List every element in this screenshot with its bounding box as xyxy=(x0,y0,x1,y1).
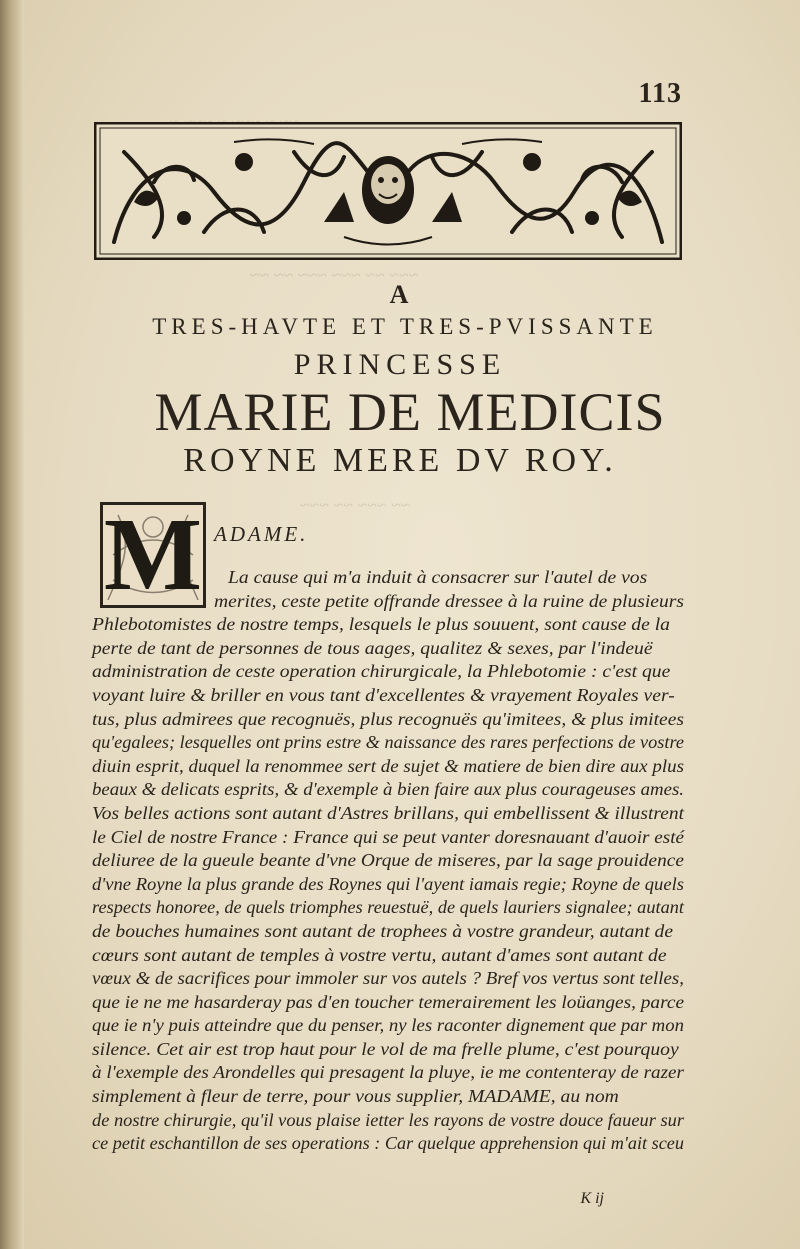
binding-gutter xyxy=(0,0,24,1249)
page-number: 113 xyxy=(638,78,682,109)
body-line: vœux & de sacrifices pour immoler sur vos autels ? Bref vos vertus sont telles, xyxy=(92,968,685,989)
title-dedication-a: A xyxy=(389,280,411,309)
title-line-4: ROYNE MERE DV ROY. xyxy=(183,442,617,479)
body-line: administration de ceste operation chirurgicale, la Phlebotomie : c'est que xyxy=(92,661,671,682)
signature-mark: K ij xyxy=(580,1190,604,1207)
body-line: d'vne Royne la plus grande des Roynes qui l'ayent iamais regie; Royne de quels xyxy=(92,873,684,894)
title-line-3: MARIE DE MEDICIS xyxy=(154,382,666,442)
bleed-through: ~~~ ~~ ~~~ ~~~ ~~ ~~ xyxy=(250,265,419,285)
body-line: simplement à fleur de terre, pour vous supplier, MADAME, au nom xyxy=(92,1086,619,1107)
title-line-2: PRINCESSE xyxy=(293,348,507,381)
body-line: diuin esprit, duquel la renommee sert de sujet & matiere de bien dire aux plus xyxy=(92,755,684,776)
bleed-through: ~~ ~~~ ~~ ~~~ xyxy=(300,495,411,515)
body-line: de bouches humaines sont autant de trophees à vostre grandeur, autant de xyxy=(92,920,674,941)
body-line: respects honoree, de quels triomphes reuestuë, de quels lauriers signalee; autant xyxy=(92,897,684,918)
body-line: tus, plus admirees que recognuës, plus recognuës qu'imitees, & plus imitees xyxy=(92,708,685,729)
body-line: La cause qui m'a induit à consacrer sur l'autel de vos xyxy=(228,567,648,587)
body-line: merites, ceste petite offrande dressee à la ruine de plusieurs xyxy=(214,590,685,611)
body-line: qu'egalees; lesquelles ont prins estre & naissance des rares perfections de vostre xyxy=(92,732,684,753)
body-line: voyant luire & briller en vous tant d'excellentes & vrayement Royales ver- xyxy=(92,684,675,705)
body-line: ce petit eschantillon de ses operations : Car quelque apprehension qui m'ait sceu xyxy=(92,1133,684,1154)
body-line: que ie n'y puis atteindre que du penser, ny les raconter dignement que par mon xyxy=(92,1015,684,1036)
ornamental-headpiece-icon xyxy=(94,122,682,260)
title-line-1: TRES-HAVTE ET TRES-PVISSANTE xyxy=(152,314,658,339)
body-line: que ie ne me hasarderay pas d'en toucher temerairement les loüanges, parce xyxy=(92,991,685,1012)
body-line: à l'exemple des Arondelles qui presagent la pluye, ie me contenteray de razer xyxy=(92,1062,684,1083)
body-line: beaux & delicats esprits, & d'exemple à bien faire aux plus courageuses ames. xyxy=(92,779,685,800)
salutation: ADAME. xyxy=(214,522,309,546)
body-line: le Ciel de nostre France : France qui se peut vanter doresnauant d'auoir esté xyxy=(92,826,685,847)
body-line: perte de tant de personnes de tous aages, qualitez & sexes, par l'indeuë xyxy=(92,637,653,658)
body-line: cœurs sont autant de temples à vostre vertu, autant d'ames sont autant de xyxy=(92,944,667,965)
dropcap-letter: M xyxy=(103,497,203,612)
body-text xyxy=(92,566,684,1156)
body-line: de nostre chirurgie, qu'il vous plaise ietter les rayons de vostre douce faueur sur xyxy=(92,1109,685,1130)
body-line: Phlebotomistes de nostre temps, lesquels le plus souuent, sont cause de la xyxy=(92,614,670,635)
body-line: deliuree de la gueule beante d'vne Orque de miseres, par la sage prouidence xyxy=(92,850,684,871)
body-line: silence. Cet air est trop haut pour le vol de ma frelle plume, c'est pourquoy xyxy=(92,1038,679,1059)
body-line: Vos belles actions sont autant d'Astres brillans, qui embellissent & illustrent xyxy=(92,802,684,823)
